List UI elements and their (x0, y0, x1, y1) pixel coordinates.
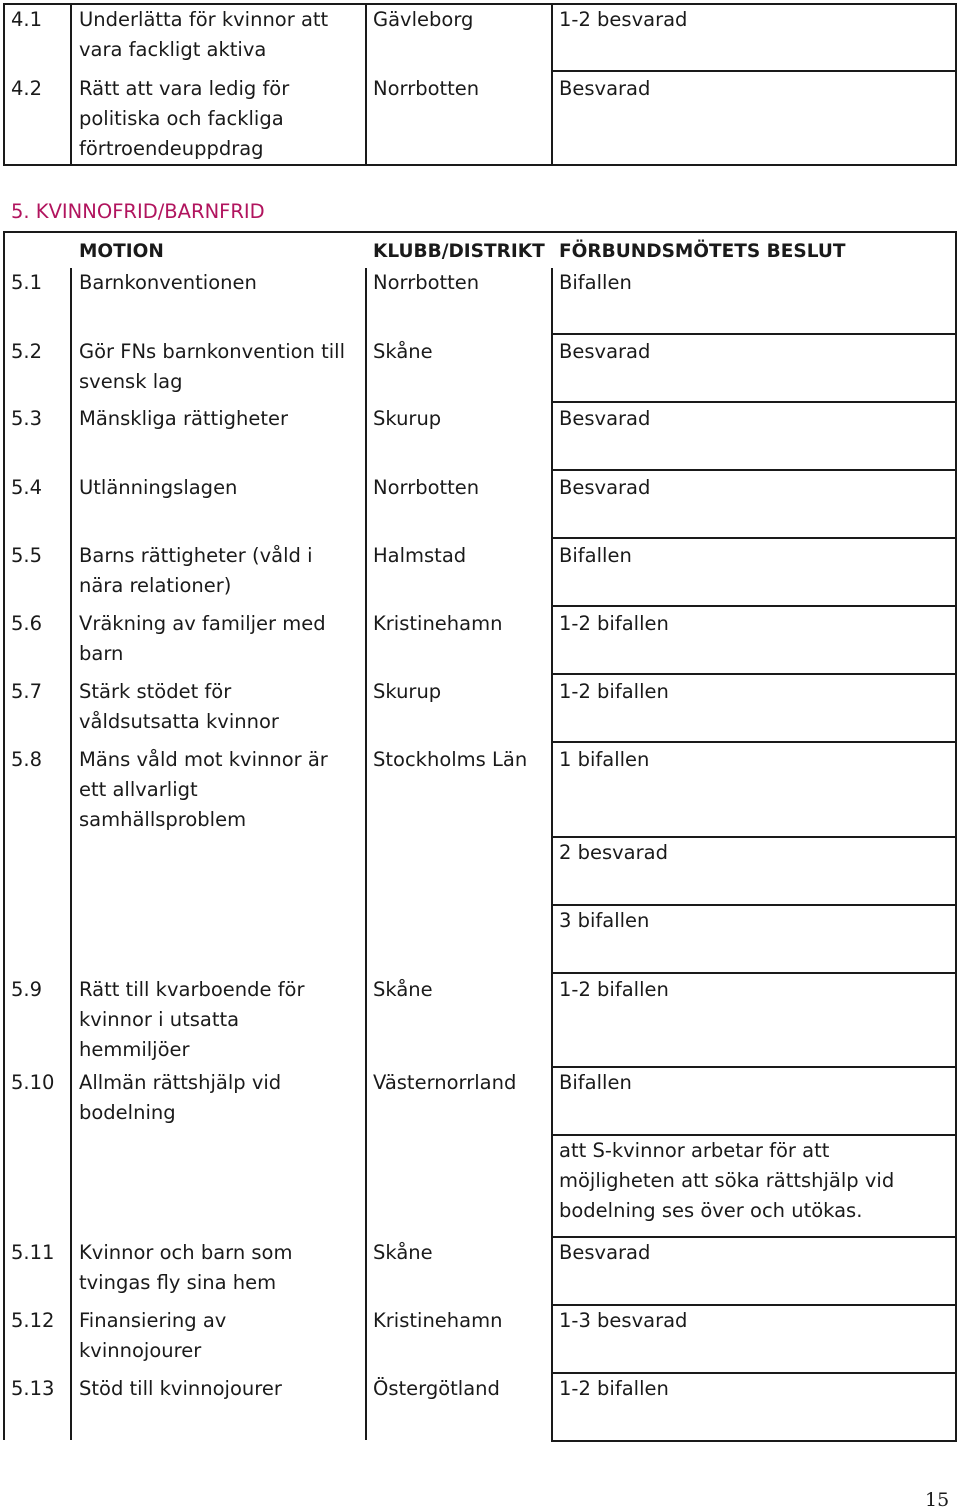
klubb-distrikt: Stockholms Län (373, 748, 528, 771)
motion-title-line: Stöd till kvinnojourer (79, 1377, 282, 1400)
motion-title-line: hemmiljöer (79, 1038, 190, 1061)
motion-title-line: kvinnojourer (79, 1339, 202, 1362)
motion-title-line: Rätt till kvarboende för (79, 978, 305, 1001)
motion-title-line: vara fackligt aktiva (79, 38, 267, 61)
beslut: 1-2 besvarad (559, 8, 688, 31)
klubb-distrikt: Kristinehamn (373, 1309, 503, 1332)
klubb-distrikt: Skåne (373, 340, 433, 363)
table-border (955, 3, 957, 166)
motion-title-line: Mäns våld mot kvinnor är (79, 748, 328, 771)
klubb-distrikt: Östergötland (373, 1377, 500, 1400)
beslut: 1-2 bifallen (559, 612, 669, 635)
motion-number: 5.4 (11, 476, 43, 499)
beslut: 1-2 bifallen (559, 680, 669, 703)
motion-title-line: Stärk stödet för (79, 680, 232, 703)
motion-title-line: Gör FNs barnkonvention till (79, 340, 346, 363)
beslut: 1-2 bifallen (559, 1377, 669, 1400)
table-border (551, 469, 957, 471)
beslut: Besvarad (559, 340, 651, 363)
motion-number: 5.8 (11, 748, 43, 771)
motion-title-line: förtroendeuppdrag (79, 137, 264, 160)
motion-title-line: Barnkonventionen (79, 271, 257, 294)
beslut-note-line: bodelning ses över och utökas. (559, 1199, 863, 1222)
beslut: Besvarad (559, 77, 651, 100)
motion-title-line: Allmän rättshjälp vid (79, 1071, 282, 1094)
klubb-distrikt: Skåne (373, 1241, 433, 1264)
motion-number: 5.12 (11, 1309, 55, 1332)
beslut: Bifallen (559, 271, 632, 294)
beslut: Besvarad (559, 476, 651, 499)
table-border (551, 537, 957, 539)
table-border (551, 401, 957, 403)
motion-title-line: barn (79, 642, 124, 665)
motion-title-line: kvinnor i utsatta (79, 1008, 240, 1031)
klubb-distrikt: Gävleborg (373, 8, 474, 31)
motion-number: 5.7 (11, 680, 43, 703)
motion-title-line: Utlänningslagen (79, 476, 238, 499)
motion-number: 4.2 (11, 77, 43, 100)
motion-title-line: Rätt att vara ledig för (79, 77, 290, 100)
column-header-klubb: KLUBB/DISTRIKT (373, 241, 545, 262)
motion-title-line: nära relationer) (79, 574, 232, 597)
table-border (70, 268, 72, 1440)
motion-number: 5.3 (11, 407, 43, 430)
motion-title-line: Barns rättigheter (våld i (79, 544, 313, 567)
motion-title-line: bodelning (79, 1101, 176, 1124)
column-header-beslut: FÖRBUNDSMÖTETS BESLUT (559, 241, 846, 262)
motion-number: 5.9 (11, 978, 43, 1001)
table-border (551, 673, 957, 675)
beslut-note-line: att S-kvinnor arbetar för att (559, 1139, 830, 1162)
motion-number: 4.1 (11, 8, 43, 31)
beslut: Bifallen (559, 544, 632, 567)
table-border (551, 605, 957, 607)
klubb-distrikt: Norrbotten (373, 77, 480, 100)
klubb-distrikt: Norrbotten (373, 476, 480, 499)
table-border (551, 70, 957, 72)
klubb-distrikt: Västernorrland (373, 1071, 517, 1094)
motion-title-line: Vräkning av familjer med (79, 612, 326, 635)
table-border (70, 3, 72, 166)
klubb-distrikt: Halmstad (373, 544, 467, 567)
table-border (365, 268, 367, 1440)
beslut: Besvarad (559, 1241, 651, 1264)
motion-title-line: våldsutsatta kvinnor (79, 710, 279, 733)
motion-title-line: samhällsproblem (79, 808, 247, 831)
klubb-distrikt: Skurup (373, 407, 442, 430)
table-border (365, 3, 367, 166)
motion-number: 5.11 (11, 1241, 55, 1264)
motion-title-line: ett allvarligt (79, 778, 198, 801)
beslut: Besvarad (559, 407, 651, 430)
motion-title-line: Finansiering av (79, 1309, 227, 1332)
section-title: 5. KVINNOFRID/BARNFRID (11, 200, 265, 223)
motion-number: 5.2 (11, 340, 43, 363)
motion-title-line: Kvinnor och barn som (79, 1241, 293, 1264)
motion-number: 5.6 (11, 612, 43, 635)
klubb-distrikt: Kristinehamn (373, 612, 503, 635)
motion-number: 5.1 (11, 271, 43, 294)
beslut: 1-3 besvarad (559, 1309, 688, 1332)
motion-title-line: svensk lag (79, 370, 183, 393)
beslut: 2 besvarad (559, 841, 668, 864)
table-border (3, 164, 957, 166)
table-border (551, 268, 553, 1440)
klubb-distrikt: Norrbotten (373, 271, 480, 294)
motion-title-line: politiska och fackliga (79, 107, 284, 130)
motion-title-line: tvingas fly sina hem (79, 1271, 277, 1294)
table-border (551, 3, 553, 166)
motion-number: 5.5 (11, 544, 43, 567)
table-border (3, 231, 5, 1440)
table-border (551, 972, 957, 974)
beslut: 1 bifallen (559, 748, 650, 771)
table-border (3, 231, 957, 233)
beslut: Bifallen (559, 1071, 632, 1094)
page-number: 15 (925, 1489, 950, 1511)
table-border (551, 1440, 957, 1442)
beslut-note-line: möjligheten att söka rättshjälp vid (559, 1169, 895, 1192)
motion-number: 5.13 (11, 1377, 55, 1400)
klubb-distrikt: Skurup (373, 680, 442, 703)
motion-title-line: Underlätta för kvinnor att (79, 8, 329, 31)
beslut: 1-2 bifallen (559, 978, 669, 1001)
klubb-distrikt: Skåne (373, 978, 433, 1001)
motion-number: 5.10 (11, 1071, 55, 1094)
table-border (551, 333, 957, 335)
table-border (3, 3, 5, 166)
column-header-motion: MOTION (79, 241, 164, 262)
table-border (551, 741, 957, 743)
beslut: 3 bifallen (559, 909, 650, 932)
motion-title-line: Mänskliga rättigheter (79, 407, 289, 430)
